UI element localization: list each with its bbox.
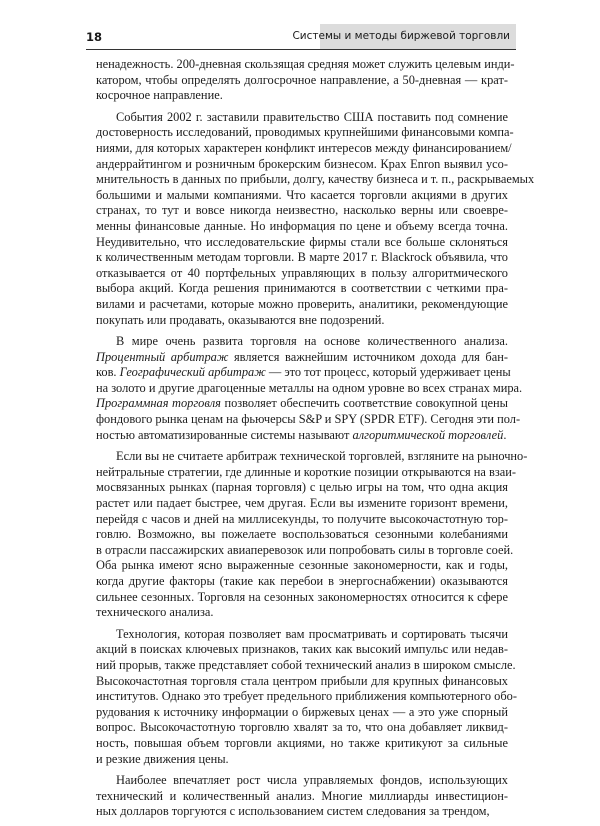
text-line: ний прорыв, также представляет собой технический анализ в широком смысле. [96,657,516,672]
italic-term: Программная торговля [96,396,221,411]
text-line: Высокочастотная торговля стала центром прибыли для крупных финансовых [96,673,508,688]
text-line: к количественным методам торговли. В марте 2017 г. Blackrock объявила, что [96,250,508,265]
text-line: В мире очень развита торговля на основе количественного анализа. [116,334,508,349]
text-line: мнительность в данных по прибыли, долгу, качеству бизнеса и т. п., раскрываемых [96,172,535,187]
text-line: на золото и другие драгоценные металлы на одном уровне во всех странах мира. [96,380,523,395]
text-line: фондового рынка ценам на фьючерсы S&P и SPY (SPDR ETF). Сегодня эти пол- [96,412,521,427]
text-line: отказывается от 40 портфельных управляющих в пользу алгоритмического [96,265,508,280]
italic-term: Географический арбитраж [119,365,266,380]
text-line: выбора акций. Когда решения принимаются в соответствии с четкими пра- [96,281,508,296]
text-line: андеррайтингом и розничным брокерским бизнесом. Крах Enron выявил усо- [96,156,508,171]
text-line: События 2002 г. заставили правительство США поставить под сомнение [116,109,508,124]
text-line: говлю. Возможно, вы пожелаете воспользоваться сезонными колебаниями [96,527,508,542]
text-line: ность, повышая объем торговли акциями, но также критикуют за сильные [96,735,508,750]
running-title: Системы и методы биржевой торговли [292,30,510,42]
text-line: технический и количественный анализ. Многие миллиарды инвестицион- [96,788,508,803]
text-line: Оба рынка имеют ясно выраженные сезонные закономерности, как и годы, [96,558,508,573]
text-line: ниями, для которых характерен конфликт интересов между финансированием/ [96,140,512,155]
running-head [86,24,516,50]
paragraph [96,334,523,443]
text-line: косрочное направление. [96,88,223,103]
text-line: вилами и расчетами, которые можно проверить, аналитики, рекомендующие [96,296,508,311]
paragraph [96,449,528,621]
text-line: перейдя с часов и дней на миллисекунды, то получите высокочастотную тор- [96,511,508,526]
text-line: катором, чтобы определять долгосрочное направление, а 50-дневная — крат- [96,72,508,87]
text-line: в отрасли пассажирских авиаперевозок или попробовать силы в торговле соей. [96,542,514,557]
text-line: когда другие факторы (такие как перебои в энергоснабжении) оказываются [96,574,508,588]
italic-term: Процентный арбитраж [96,349,229,364]
text-line: мосвязанных рынках (парная торговля) с целью игры на том, что одна акция [96,480,508,495]
text-line: менны финансовые данные. Но информация по цене и объему всегда точна. [96,218,508,233]
text-line: странах, то тут и вовсе никогда неизвестно, насколько верны или своевре- [96,203,508,218]
text-line: ков. Географический арбитраж — это тот процесс, который удерживает цены [96,365,511,380]
paragraph [96,773,508,820]
body-text [96,57,535,826]
text-line: Если вы не считаете арбитраж технической торговлей, взгляните на рыночно- [116,449,528,464]
paragraph [96,626,517,767]
text-line: ностью автоматизированные системы называют алгоритмической торговлей. [96,427,507,442]
italic-term: алгоритмической торговлей [352,427,504,442]
text-line: Процентный арбитраж является важнейшим источником дохода для бан- [96,349,508,364]
text-line: вопрос. Высокочастотную торговлю хвалят за то, что она добавляет ликвид- [96,720,508,735]
text-line: сильнее сезонных. Торговля на сезонных закономерностях относится к сфере [96,589,508,604]
text-line: Наиболее впечатляет рост числа управляемых фондов, использующих [116,773,508,788]
header-band [292,24,516,50]
text-line: Неудивительно, что исследовательские фирмы стали все больше склоняться [96,234,508,249]
text-line: достоверность исследований, проводимых крупнейшими финансовыми компа- [96,125,514,140]
text-line: акций в поисках ключевых признаков, таких как высокий импульс или недав- [96,642,508,657]
page-number: 18 [86,30,103,44]
text-line: нейтральные стратегии, где длинные и короткие позиции открываются на взаи- [96,464,516,479]
header-rule [86,49,516,50]
text-line: рудования к источнику информации о биржевых ценах — а это уже спорный [96,704,508,719]
text-line: технического анализа. [96,605,214,620]
text-line: Программная торговля позволяет обеспечить соответствие совокупной цены [96,396,508,411]
text-line: покупать или продавать, оказываются вне подозрений. [96,312,385,327]
text-line: ных долларов торгуются с использованием систем следования за трендом, [96,804,490,819]
text-line: растет или падает быстрее, чем другая. Если вы измените горизонт времени, [96,496,508,511]
text-line: Технология, которая позволяет вам просматривать и сортировать тысячи [116,626,508,641]
text-line: ненадежность. 200-дневная скользящая средняя может служить целевым инди- [96,57,515,71]
text-line: институтов. Однако это требует предельного приближения компьютерного обо- [96,689,517,704]
paragraph [96,57,515,104]
text-line: и резкие движения цены. [96,751,229,766]
paragraph [96,109,535,328]
text-line: большими и малыми компаниями. Что касается торговли акциями в других [96,187,508,202]
